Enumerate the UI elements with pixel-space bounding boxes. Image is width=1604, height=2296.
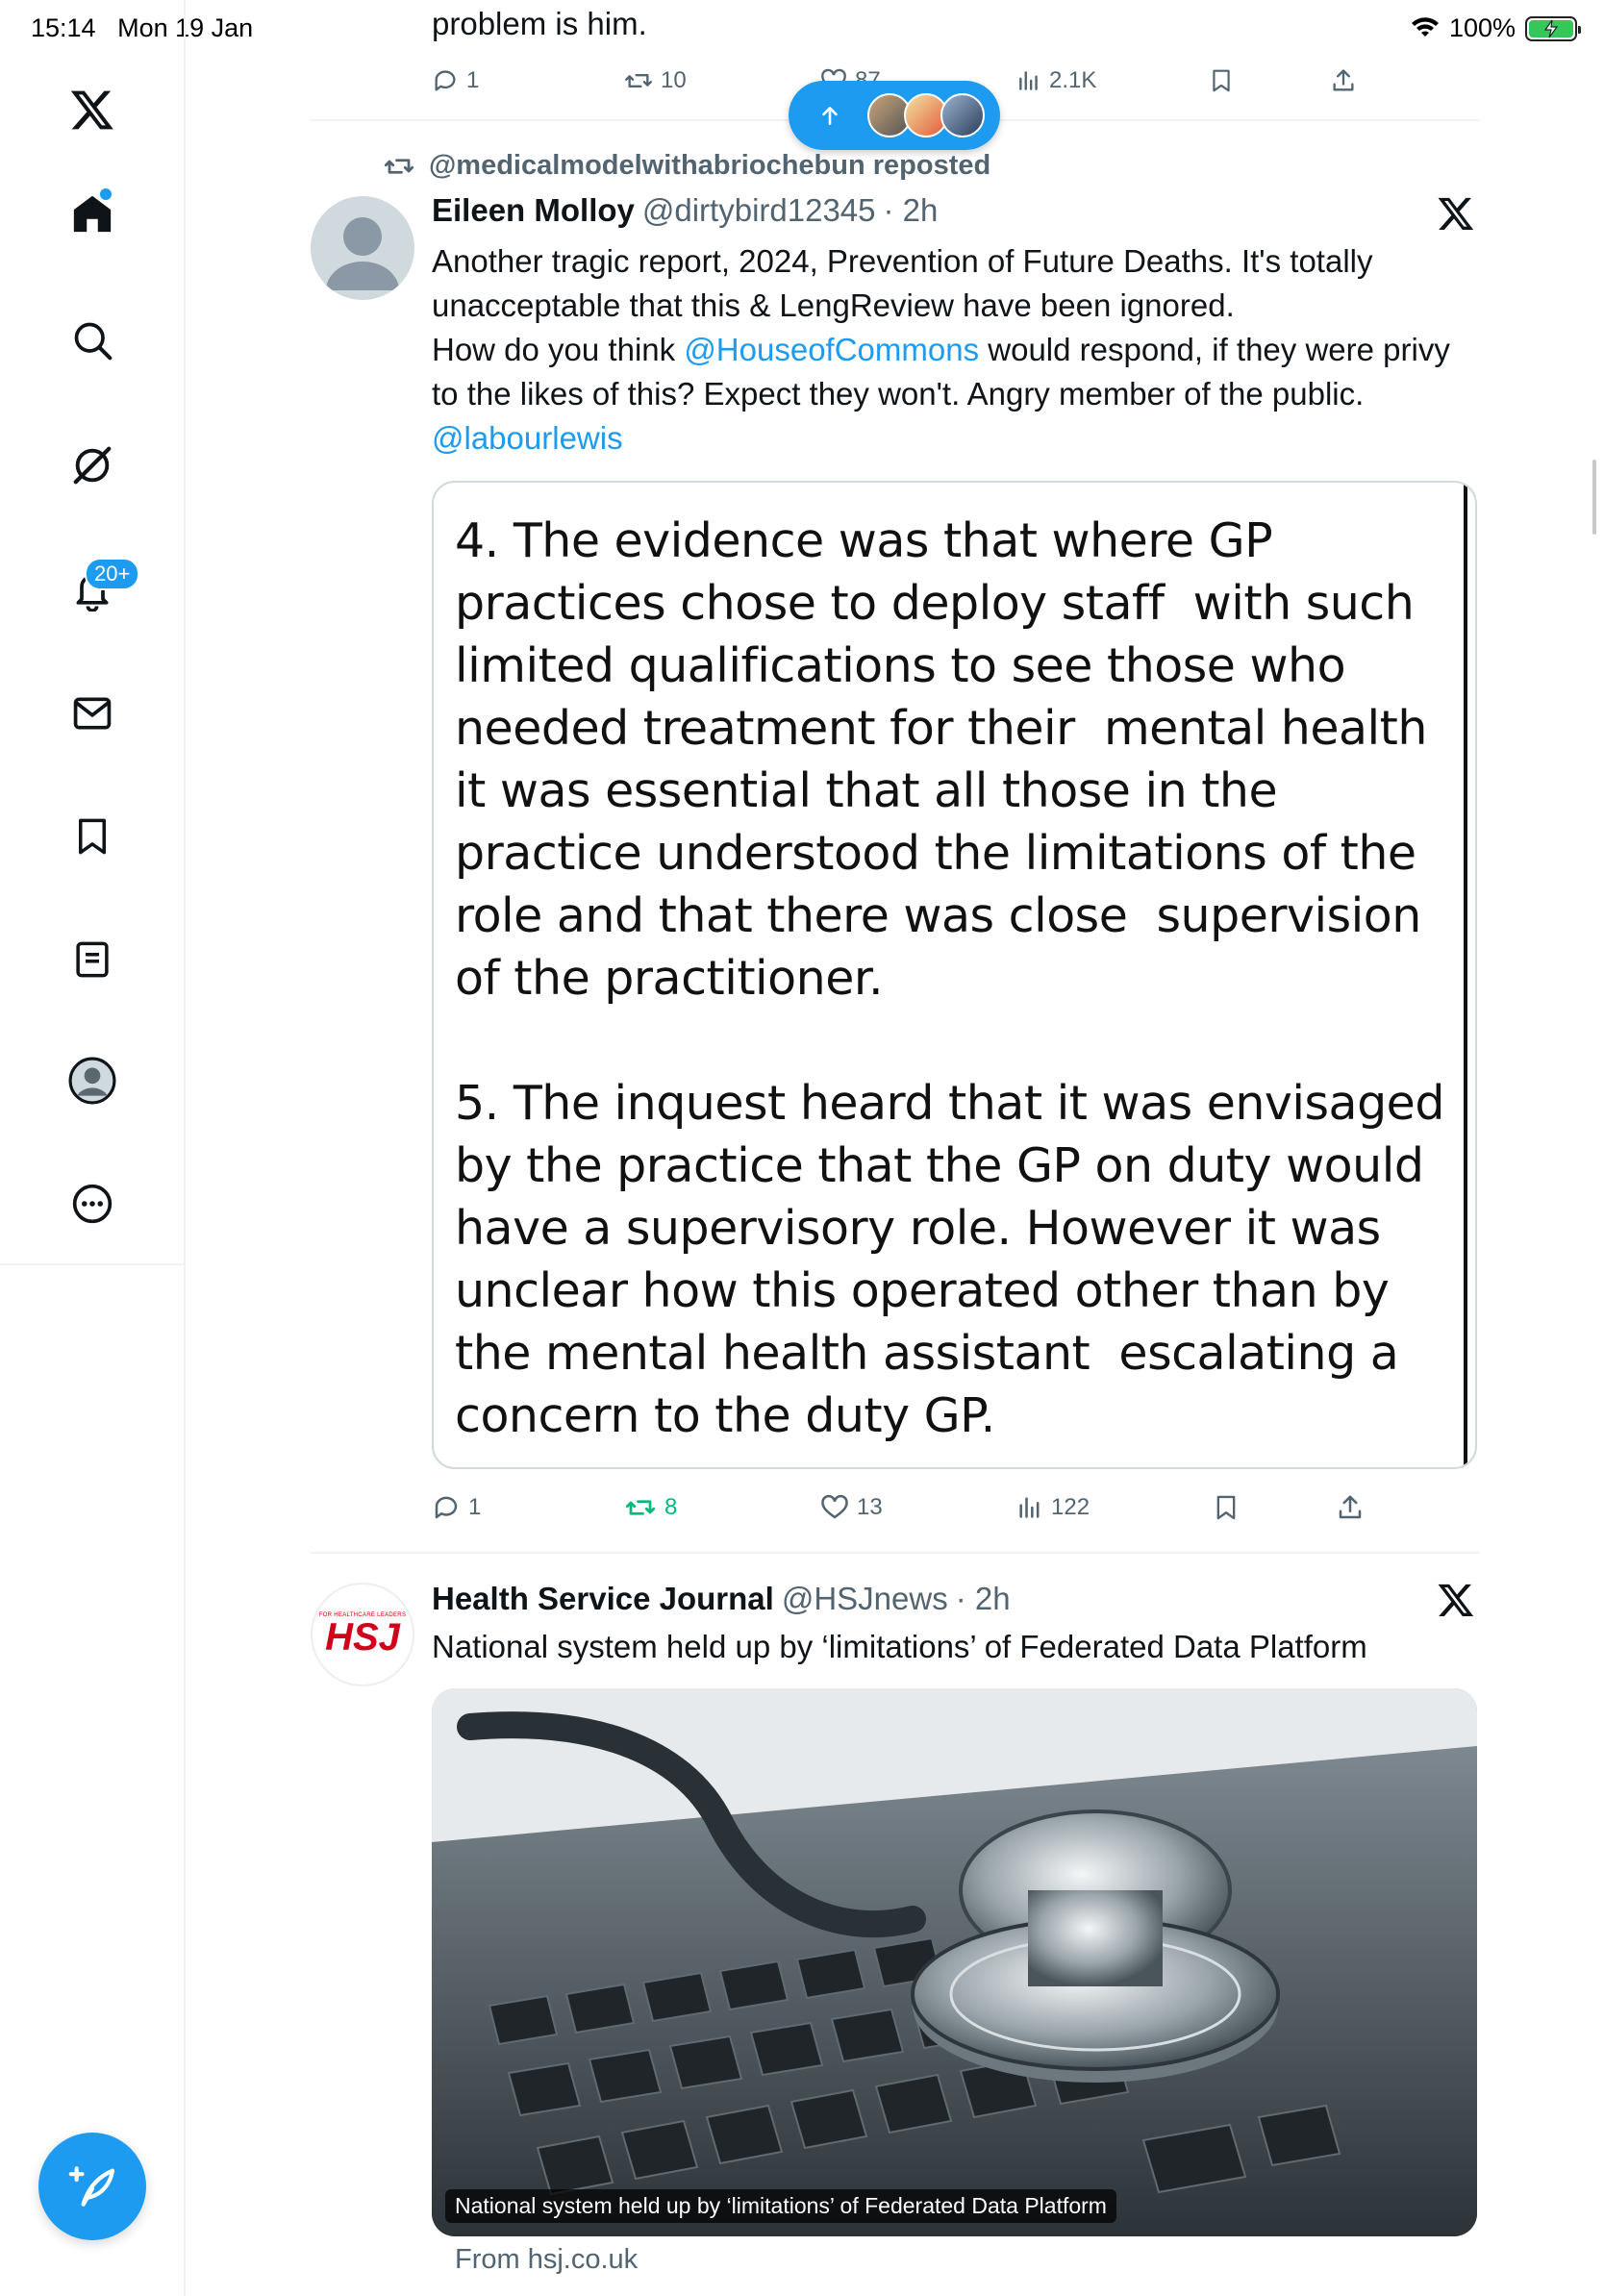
post-author[interactable]	[432, 1581, 1011, 1617]
share-icon	[1330, 67, 1357, 94]
bookmark-icon	[1213, 1493, 1240, 1522]
x-logo-icon[interactable]	[1437, 1581, 1477, 1621]
image-text: 4. The evidence was that where GP practices chose to deploy staff with such limited qualifications to see those who needed treatment for their mental health it was essential that all those in the practice understood the limitations of the role and that there was close supervision of the practitioner. 5. The inquest heard that it was envisaged by the practice that the GP on duty would have a supervisory role. However it was unclear how this operated other than by the mental health assistant escalating a concern to the duty GP.	[455, 513, 1444, 1443]
views-button[interactable]: 122	[1016, 1494, 1090, 1521]
share-button[interactable]	[1330, 67, 1357, 94]
wifi-icon	[1411, 17, 1440, 40]
post-divider	[311, 1552, 1479, 1554]
views-icon	[1016, 1494, 1043, 1521]
pill-avatar-3	[940, 93, 985, 137]
compose-feather-icon	[65, 2159, 119, 2213]
post-time: · 2h	[883, 192, 939, 228]
previous-post-text: problem is him.	[432, 6, 647, 41]
home-icon[interactable]	[67, 188, 117, 238]
link-source[interactable]: From hsj.co.uk	[455, 2244, 639, 2275]
messages-icon[interactable]	[67, 688, 117, 738]
repost-indicator[interactable]: @medicalmodelwithabriochebun reposted	[383, 150, 990, 182]
bookmark-button[interactable]	[1209, 67, 1234, 94]
avatar[interactable]: FOR HEALTHCARE LEADERS HSJ	[311, 1583, 414, 1686]
views-icon	[1016, 68, 1041, 93]
reply-button[interactable]: 1	[432, 67, 479, 94]
bookmark-button[interactable]	[1213, 1493, 1240, 1522]
search-icon[interactable]	[67, 315, 117, 365]
x-logo-icon[interactable]	[67, 85, 117, 135]
image-edge	[1464, 483, 1467, 1467]
home-unread-dot	[100, 188, 112, 200]
grok-icon[interactable]	[67, 440, 117, 490]
sidebar-divider	[0, 1263, 186, 1265]
repost-icon	[624, 67, 653, 94]
bookmarks-icon[interactable]	[67, 811, 117, 861]
share-icon	[1336, 1493, 1365, 1522]
lists-icon[interactable]	[67, 935, 117, 985]
new-posts-pill[interactable]	[789, 81, 1000, 150]
repost-button[interactable]: 8	[624, 1493, 677, 1522]
sidebar	[0, 0, 186, 2296]
post-text: Another tragic report, 2024, Prevention of Future Deaths. It's totally unacceptable that this & LengReview have been ignored. How do you think @HouseofCommons would respond, if they were privy to the likes of this? Expect they won't. Angry member of the public. @labourlewis	[432, 243, 1450, 456]
post-text: National system held up by ‘limitations’ of Federated Data Platform	[432, 1629, 1367, 1664]
mention-link[interactable]: @HouseofCommons	[684, 332, 980, 367]
more-icon[interactable]	[67, 1179, 117, 1229]
heart-icon	[820, 1493, 849, 1522]
repost-icon	[624, 1493, 657, 1522]
scrollbar[interactable]	[1592, 460, 1596, 535]
notification-badge: 20+	[85, 558, 139, 590]
media-caption: National system held up by ‘limitations’ of Federated Data Platform	[445, 2189, 1116, 2223]
author-name[interactable]: Eileen Molloy	[432, 192, 635, 228]
battery-percent: 100%	[1448, 13, 1516, 42]
battery-icon	[1525, 16, 1577, 41]
repost-icon	[383, 152, 415, 181]
profile-avatar-icon[interactable]	[67, 1056, 117, 1106]
link-card-image[interactable]	[432, 1688, 1477, 2236]
author-handle[interactable]: @dirtybird12345	[641, 192, 876, 228]
mention-link[interactable]: @labourlewis	[432, 420, 623, 456]
compose-button[interactable]	[38, 2133, 146, 2240]
repost-button[interactable]: 10	[624, 67, 687, 94]
post-image[interactable]	[432, 481, 1477, 1469]
stethoscope-keyboard-image	[432, 1688, 1477, 2236]
reply-icon	[432, 67, 459, 94]
author-handle[interactable]: @HSJnews	[781, 1581, 948, 1616]
avatar[interactable]	[311, 196, 414, 300]
status-indicators	[1411, 13, 1577, 43]
status-time: 15:14 Mon 19 Jan	[31, 13, 254, 42]
post-time: · 2h	[955, 1581, 1011, 1616]
reply-button[interactable]: 1	[432, 1493, 481, 1522]
arrow-up-icon	[817, 103, 842, 128]
like-button[interactable]: 13	[820, 1493, 883, 1522]
views-button[interactable]: 2.1K	[1016, 67, 1096, 94]
post-actions	[432, 1488, 1369, 1527]
x-logo-icon[interactable]	[1437, 194, 1477, 235]
author-name[interactable]: Health Service Journal	[432, 1581, 774, 1616]
bookmark-icon	[1209, 67, 1234, 94]
share-button[interactable]	[1336, 1493, 1365, 1522]
post-author[interactable]	[432, 192, 938, 229]
reply-icon	[432, 1493, 461, 1522]
